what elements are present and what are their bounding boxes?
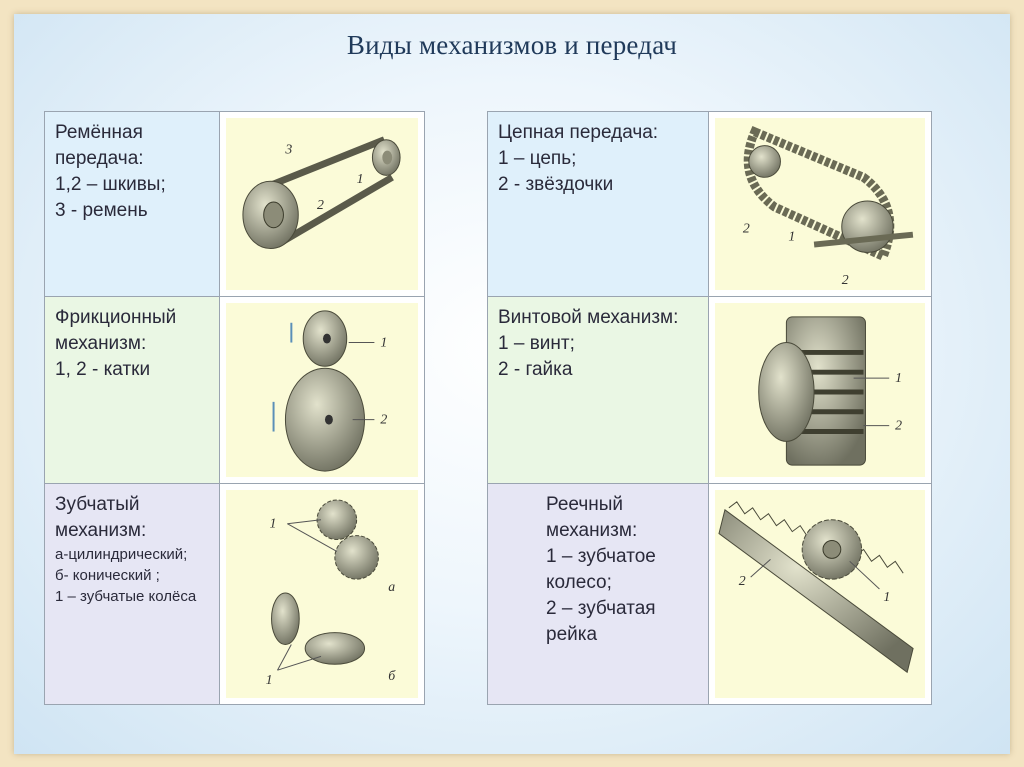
screw-label-1: 1 (895, 370, 903, 386)
gear-label-a: а (388, 579, 396, 595)
gear-line-1: а-цилиндрический; (55, 546, 188, 563)
belt-line-1: Ремённая (55, 122, 143, 143)
belt-drive-illustration (226, 118, 418, 290)
screw-line-1: Винтовой механизм: (498, 307, 679, 328)
chain-figure-cell (708, 111, 932, 297)
belt-figure-cell (219, 111, 425, 297)
screw-line-2: 1 – винт; (498, 333, 575, 354)
screw-text-cell (487, 296, 709, 484)
friction-label-1: 1 (380, 334, 388, 350)
rack-line-6: рейка (546, 624, 598, 645)
belt-line-3: 1,2 – шкивы; (55, 174, 166, 195)
belt-label-3: 3 (285, 141, 293, 157)
friction-figure-cell (219, 296, 425, 484)
page-title: Виды механизмов и передач (346, 30, 678, 60)
gear-text-cell (44, 483, 220, 705)
belt-label-1: 1 (356, 171, 364, 187)
friction-text-cell (44, 296, 220, 484)
rack-label-2: 2 (738, 573, 746, 589)
rack-line-5: 2 – зубчатая (546, 598, 656, 619)
friction-line-1: Фрикционный (55, 307, 177, 328)
friction-mechanism-illustration (226, 303, 418, 477)
screw-figure-cell (708, 296, 932, 484)
screw-mechanism-illustration (715, 303, 925, 477)
gear-heading-1: Зубчатый (55, 494, 140, 515)
chain-line-1: Цепная передача: (498, 122, 659, 143)
friction-line-3: 1, 2 - катки (55, 359, 151, 380)
rack-figure-cell (708, 483, 932, 705)
screw-line-3: 2 - гайка (498, 359, 573, 380)
chain-line-3: 2 - звёздочки (498, 174, 614, 195)
gear-line-2: б- конический ; (55, 567, 160, 584)
rack-line-2: механизм: (546, 520, 638, 541)
friction-label-2: 2 (380, 411, 388, 427)
belt-text-cell (44, 111, 220, 297)
rack-mechanism-illustration (715, 490, 925, 698)
rack-line-3: 1 – зубчатое (546, 546, 656, 567)
chain-label-1: 1 (788, 228, 796, 244)
gear-mechanism-illustration (226, 490, 418, 698)
chain-label-2-left: 2 (742, 220, 750, 236)
rack-label-1: 1 (883, 588, 891, 604)
belt-line-2: передача: (55, 148, 144, 169)
belt-line-4: 3 - ремень (55, 200, 148, 221)
chain-drive-illustration (715, 118, 925, 290)
gear-label-1-top: 1 (269, 515, 277, 531)
chain-line-2: 1 – цепь; (498, 148, 577, 169)
belt-label-2: 2 (317, 196, 324, 212)
chain-text-cell (487, 111, 709, 297)
gear-heading-2: механизм: (55, 520, 147, 541)
gear-label-b: б (388, 668, 396, 684)
rack-text-cell (487, 483, 709, 705)
chain-label-2-bottom: 2 (841, 272, 849, 288)
rack-line-4: колесо; (546, 572, 612, 593)
friction-line-2: механизм: (55, 333, 147, 354)
rack-line-1: Реечный (546, 494, 624, 515)
gear-line-3: 1 – зубчатые колёса (55, 588, 197, 605)
gear-figure-cell (219, 483, 425, 705)
gear-label-1-bottom: 1 (265, 672, 273, 688)
screw-label-2: 2 (895, 417, 903, 433)
